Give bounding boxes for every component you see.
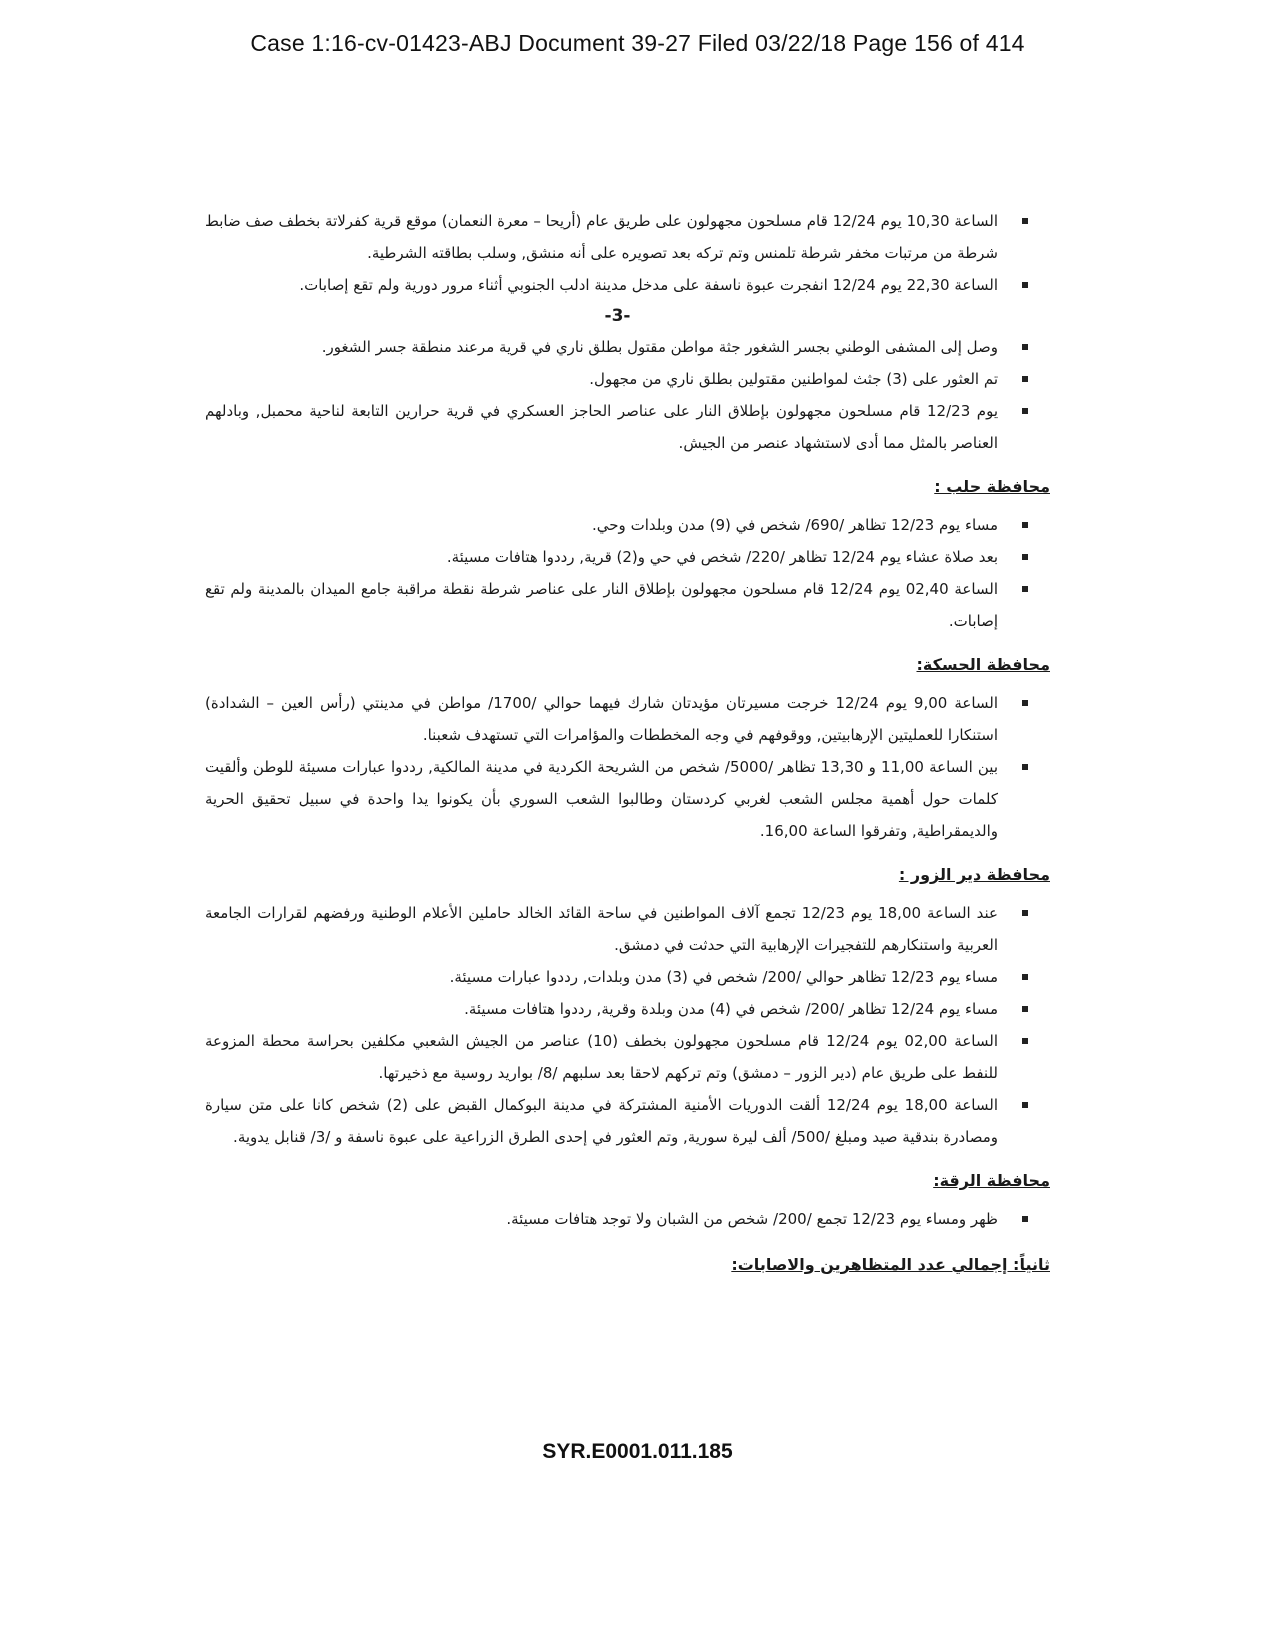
deir-ezzor-list [205,897,1050,1153]
aleppo-list [205,509,1050,637]
list-item: بعد صلاة عشاء يوم 12/24 تظاهر /220/ شخص في حي و(2) قرية, رددوا هتافات مسيئة. [205,541,1050,573]
section-heading-aleppo: محافظة حلب : [934,477,1050,496]
list-item: بين الساعة 11,00 و 13,30 تظاهر /5000/ شخص من الشريحة الكردية في مدينة المالكية, رددوا عبارات مسيئة للوطن وألقيت كلمات حول أهمية مجلس الشعب لغربي كردستان وطالبوا الشعب السوري بأن يكونوا يدا واحدة في سبيل تحقيق الحرية والديمقراطية, وتفرقوا الساعة 16,00. [205,751,1050,847]
hasakah-list [205,687,1050,847]
raqqa-list [205,1203,1050,1235]
document-body [205,205,1050,1281]
case-header: Case 1:16-cv-01423-ABJ Document 39-27 Filed 03/22/18 Page 156 of 414 [250,30,1025,56]
mid-list [205,331,1050,459]
list-item: يوم 12/23 قام مسلحون مجهولون بإطلاق النار على عناصر الحاجز العسكري في قرية حرارين التابعة لناحية محمبل, وبادلهم العناصر بالمثل مما أدى لاستشهاد عنصر من الجيش. [205,395,1050,459]
section-heading-raqqa: محافظة الرقة: [933,1171,1050,1190]
summary-heading: ثانياً: إجمالي عدد المتظاهرين والاصابات: [731,1255,1050,1274]
list-item: مساء يوم 12/24 تظاهر /200/ شخص في (4) مدن وبلدة وقرية, رددوا هتافات مسيئة. [205,993,1050,1025]
section-heading-deir-ezzor: محافظة دير الزور : [898,865,1050,884]
list-item: الساعة 22,30 يوم 12/24 انفجرت عبوة ناسفة على مدخل مدينة ادلب الجنوبي أثناء مرور دورية ولم تقع إصابات. [205,269,1050,301]
list-item: الساعة 9,00 يوم 12/24 خرجت مسيرتان مؤيدتان شارك فيهما حوالي /1700/ مواطن في مدينتي (رأس العين – الشدادة) استنكارا للعمليتين الإرهابيتين, ووقوفهم في وجه المخططات والمؤامرات التي تستهدف شعبنا. [205,687,1050,751]
list-item: تم العثور على (3) جثث لمواطنين مقتولين بطلق ناري من مجهول. [205,363,1050,395]
section-heading-hasakah: محافظة الحسكة: [916,655,1050,674]
list-item: الساعة 02,40 يوم 12/24 قام مسلحون مجهولون بإطلاق النار على عناصر شرطة نقطة مراقبة جامع الميدان بالمدينة ولم تقع إصابات. [205,573,1050,637]
page-marker: -3- [604,306,631,326]
list-item: عند الساعة 18,00 يوم 12/23 تجمع آلاف المواطنين في ساحة القائد الخالد حاملين الأعلام الوطنية ورفضهم لقرارات الجامعة العربية واستنكارهم للتفجيرات الإرهابية التي حدثت في دمشق. [205,897,1050,961]
list-item: مساء يوم 12/23 تظاهر حوالي /200/ شخص في (3) مدن وبلدات, رددوا عبارات مسيئة. [205,961,1050,993]
list-item: مساء يوم 12/23 تظاهر /690/ شخص في (9) مدن وبلدات وحي. [205,509,1050,541]
bates-number: SYR.E0001.011.185 [542,1440,733,1463]
list-item: وصل إلى المشفى الوطني بجسر الشغور جثة مواطن مقتول بطلق ناري في قرية مرعند منطقة جسر الشغور. [205,331,1050,363]
list-item: الساعة 02,00 يوم 12/24 قام مسلحون مجهولون بخطف (10) عناصر من الجيش الشعبي مكلفين بحراسة محطة المزوعة للنفط على طريق عام (دير الزور – دمشق) وتم تركهم لاحقا بعد سلبهم /8/ بواريد روسية مع ذخيرتها. [205,1025,1050,1089]
intro-list [205,205,1050,301]
list-item: الساعة 18,00 يوم 12/24 ألقت الدوريات الأمنية المشتركة في مدينة البوكمال القبض على (2) شخص كانا على متن سيارة ومصادرة بندقية صيد ومبلغ /500/ ألف ليرة سورية, وتم العثور في إحدى الطرق الزراعية على عبوة ناسفة و /3/ قنابل يدوية. [205,1089,1050,1153]
list-item: ظهر ومساء يوم 12/23 تجمع /200/ شخص من الشبان ولا توجد هتافات مسيئة. [205,1203,1050,1235]
list-item: الساعة 10,30 يوم 12/24 قام مسلحون مجهولون على طريق عام (أريحا – معرة النعمان) موقع قرية كفرلاتة بخطف صف ضابط شرطة من مرتبات مخفر شرطة تلمنس وتم تركه بعد تصويره على أنه منشق, وسلب بطاقته الشرطية. [205,205,1050,269]
